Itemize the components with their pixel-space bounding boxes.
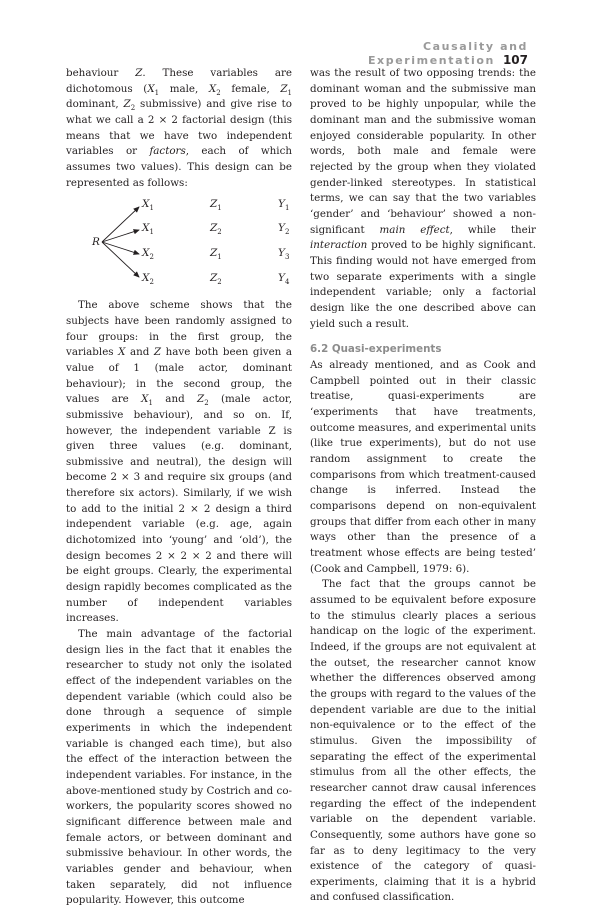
arrow-1 — [102, 207, 139, 242]
paragraph: The main advantage of the factorial design lies in the fact that it enables the researcher to study not only the isolated effect of the independent variables on the dependent variable (which could also be done through a sequence of simple experiments in which the independent variable is changed each time), but also the effect of the interaction between the independent variables. For instance, in the above-mentioned study by Costrich and co-workers, the popularity scores showed no significant difference between male and female actors, or between dominant and submissive behaviour. In other words, the variables gender and behaviour, when taken separately, did not influence popularity. However, this outcome — [66, 628, 292, 907]
factorial-design-diagram — [66, 194, 292, 292]
arrow-3 — [102, 242, 139, 254]
origin-label: R — [92, 236, 100, 249]
page-number: 107 — [502, 53, 528, 67]
paragraph: The fact that the groups cannot be assumed to be equivalent before exposure to the stimulus clearly places a serious handicap on the logic of the experiment. Indeed, if the groups are not equivalent at the outset, the researcher cannot know whether the differences observed among the groups with regard to the values of the dependent variable are due to the initial non-equivalence or to the effect of the stimulus. Given the impossibility of separating the effect of the experimental stimulus from all the other effects, the researcher cannot draw causal inferences regarding the effect of the independent variable on the dependent variable. Consequently, some authors have gone so far as to deny legitimacy to the very existence of the category of quasi-experiments, claiming that it is a hybrid and confused classification. — [310, 578, 536, 904]
x-label-row-3: $X_2$ — [142, 247, 154, 262]
right-column — [310, 66, 536, 906]
z-label-row-4: $Z_2$ — [210, 272, 222, 287]
z-label-row-2: $Z_2$ — [210, 222, 222, 237]
y-label-row-1: $Y_1$ — [278, 198, 290, 213]
paragraph: The above scheme shows that the subjects have been randomly assigned to four groups: in the first group, the variables X and Z have both been given a value of 1 (male actor, dominant behaviour); in the second group, the values are $X_1$ and $Z_2$ (male actor, submissive behaviour), and so on. If, however, the independent variable Z is given three values (e.g. dominant, submissive and neutral), the design will become 2 × 3 and require six groups (and therefore six actors). Similarly, if we wish to add to the initial 2 × 2 design a third independent variable (e.g. age, again dichotomized into ‘young’ and ‘old’), the design becomes 2 × 2 × 2 and there will be eight groups. Clearly, the experimental design rapidly becomes complicated as the number of independent variables increases. — [66, 299, 292, 625]
section-heading: 6.2 Quasi-experiments — [310, 343, 442, 356]
paragraph: behaviour Z. These variables are dichotomous ($X_1$ male, $X_2$ female, $Z_1$ dominant, $Z_2$ submissive) and give rise to what we call a 2 × 2 factorial design (this means that we have two independent variables or factors, each of which assumes two values). This design can be represented as follows: — [66, 67, 293, 189]
z-label-row-3: $Z_1$ — [210, 247, 222, 262]
y-label-row-4: $Y_4$ — [278, 272, 290, 287]
paragraph: was the result of two opposing trends: the dominant woman and the submissive man proved to be highly unpopular, while the dominant man and the submissive woman enjoyed considerable popularity. In other words, both male and female were rejected by the group when they violated gender-linked stereotypes. In statistical terms, we can say that the two variables ‘gender’ and ‘behaviour’ showed a non-significant main effect, while their interaction proved to be highly significant. This finding would not have emerged from two separate experiments with a single independent variable; only a factorial design like the one described above can yield such a result. — [310, 67, 536, 330]
x-label-row-2: $X_1$ — [142, 222, 154, 237]
y-label-row-3: $Y_3$ — [278, 247, 290, 262]
y-label-row-2: $Y_2$ — [278, 222, 290, 237]
paragraph: As already mentioned, and as Cook and Campbell pointed out in their classic treatise, quasi-experiments are ‘experiments that have treatments, outcome measures, and experimental units (like true experiments), but do not use random assignment to create the comparisons from which treatment-caused change is inferred. Instead the comparisons depend on non-equivalent groups that differ from each other in many ways other than the presence of a treatment whose effects are being tested’ (Cook and Campbell, 1979: 6). — [310, 359, 536, 575]
x-label-row-4: $X_2$ — [142, 272, 154, 287]
arrow-2 — [102, 230, 139, 242]
running-title: Causality and Experimentation — [367, 40, 528, 67]
running-header — [300, 40, 528, 67]
z-label-row-1: $Z_1$ — [210, 198, 222, 213]
left-column — [66, 66, 292, 909]
x-label-row-1: $X_1$ — [142, 198, 154, 213]
arrow-4 — [102, 242, 139, 277]
